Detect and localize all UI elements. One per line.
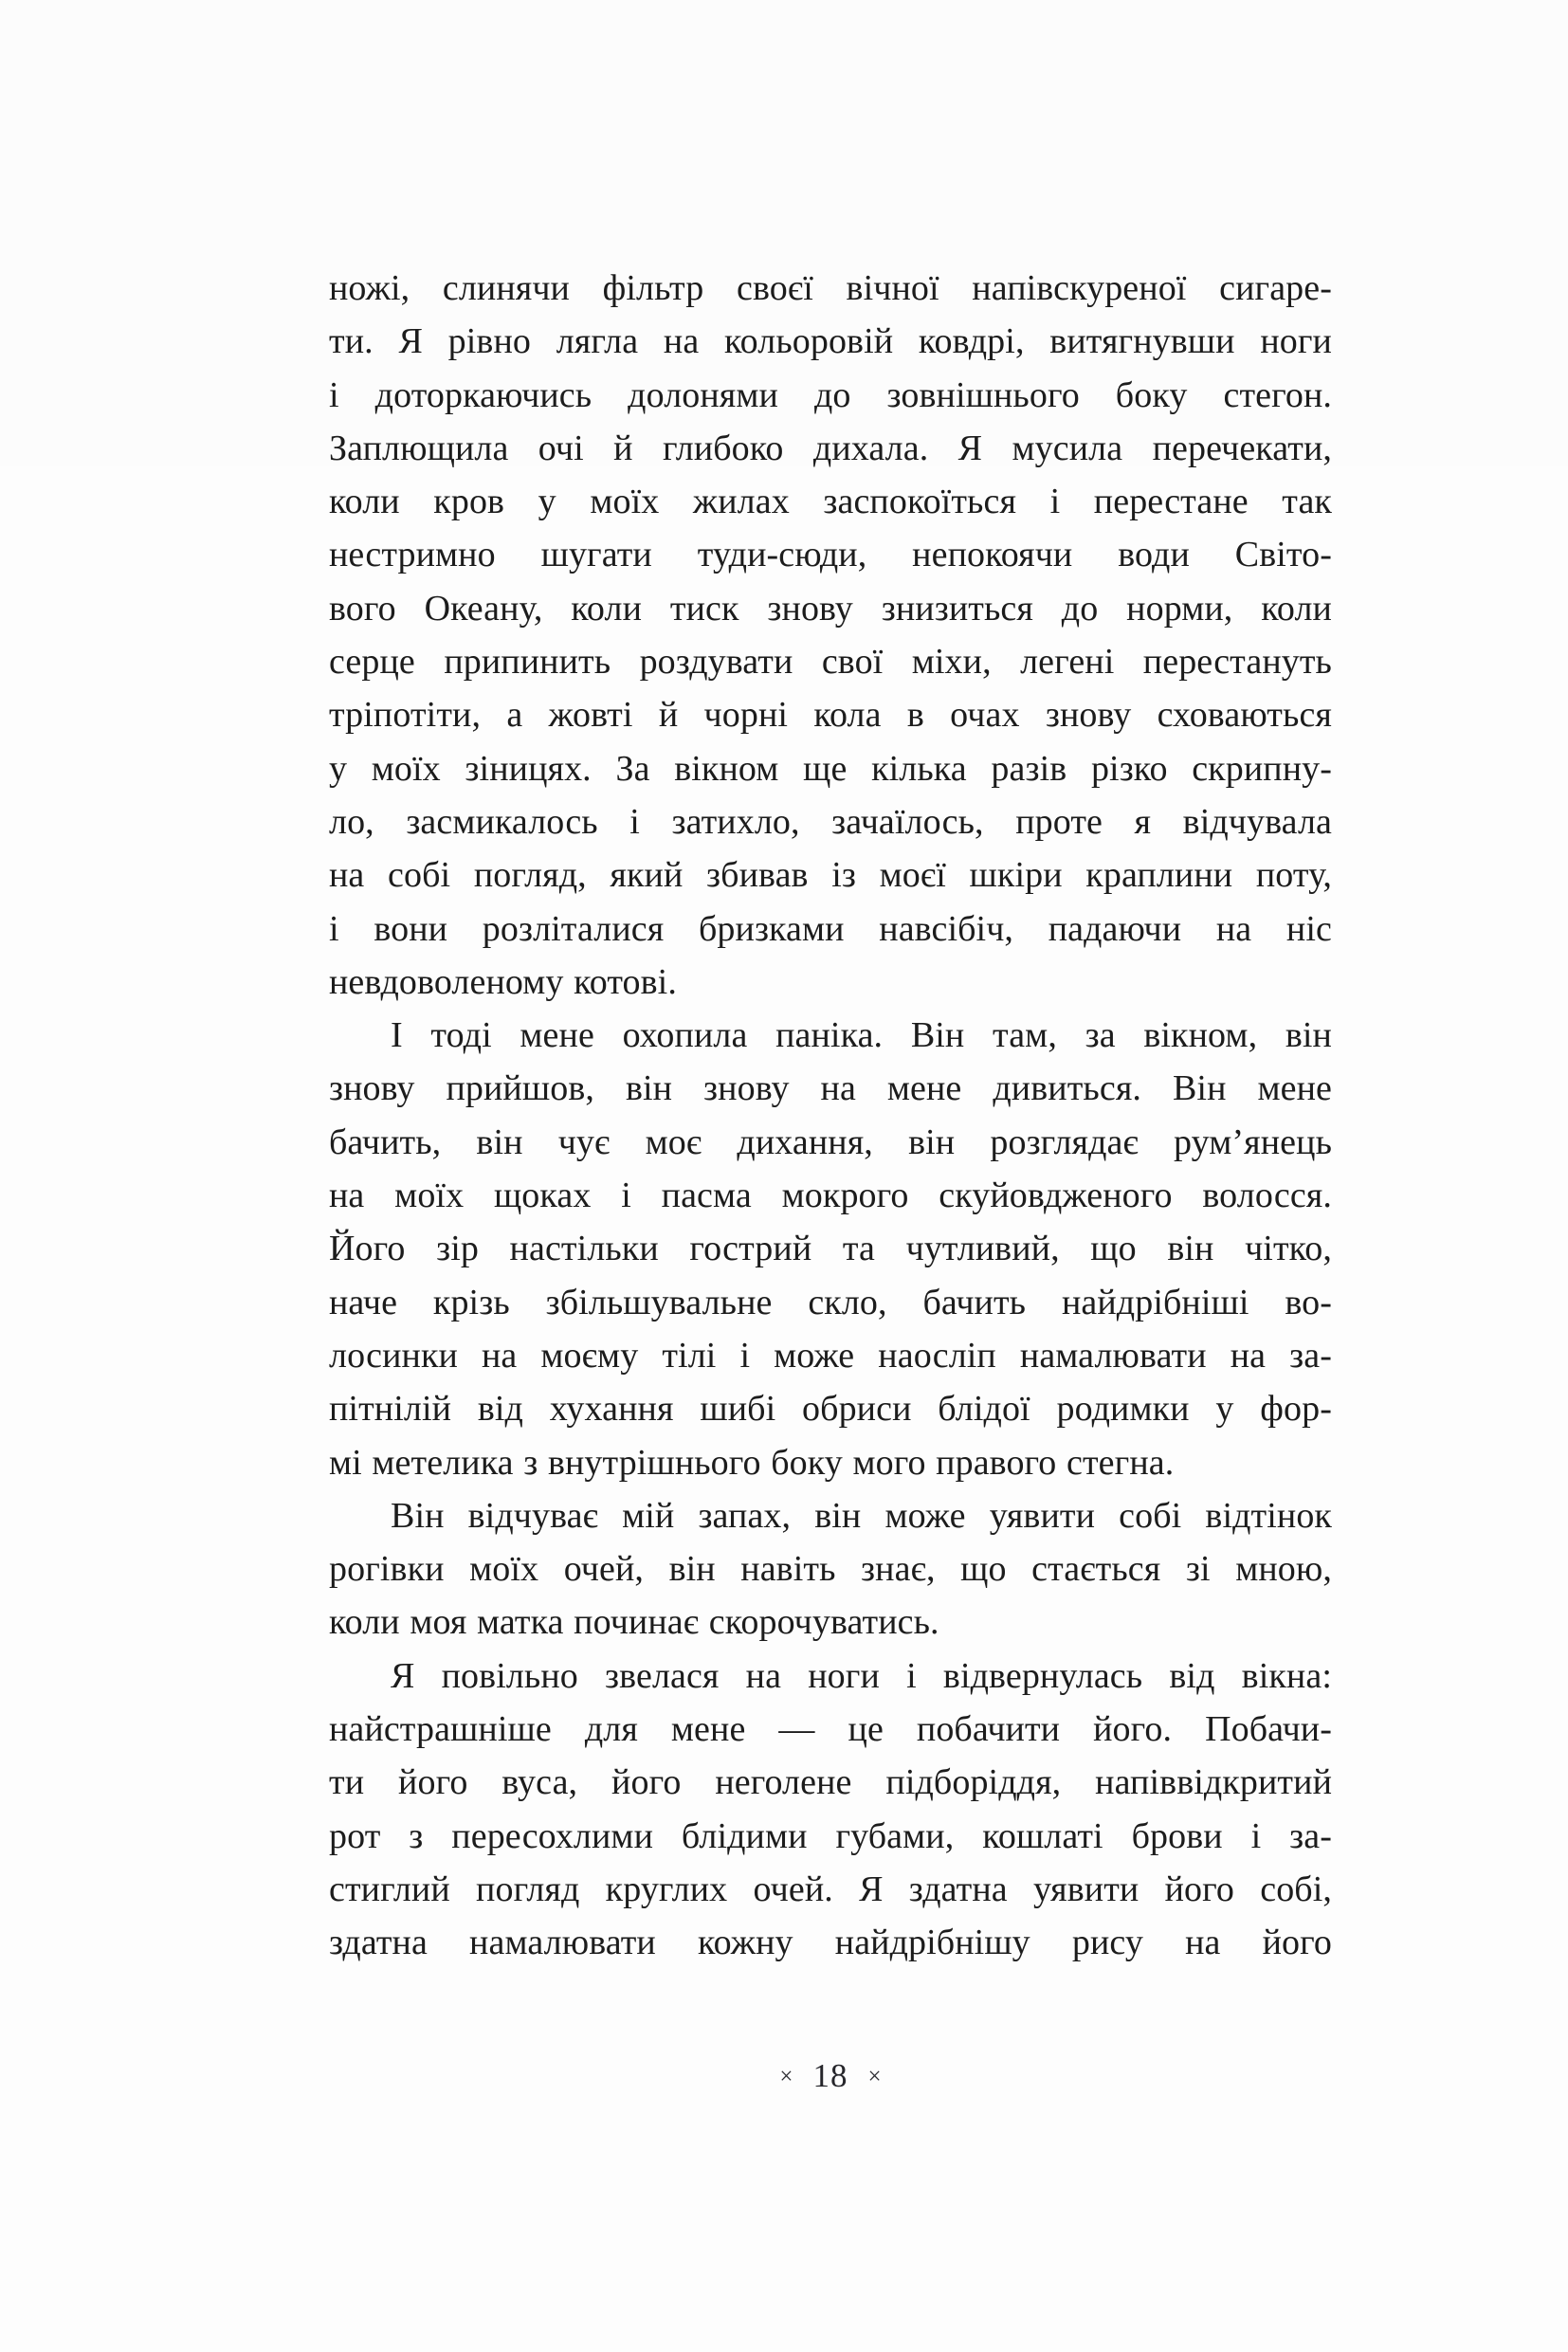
text-line: у моїх зіницях. За вікном ще кілька разів різко скрипну- xyxy=(329,748,1332,789)
text-line: ти. Я рівно лягла на кольоровій ковдрі, витягнувши ноги xyxy=(329,321,1332,362)
text-line: знову прийшов, він знову на мене дивиться. Він мене xyxy=(329,1068,1332,1109)
text-line: стиглий погляд круглих очей. Я здатна уявити його собі, xyxy=(329,1869,1332,1909)
text-line: ти його вуса, його неголене підборіддя, напіввідкритий xyxy=(329,1762,1332,1803)
text-line: на собі погляд, який збивав із моєї шкіри краплини поту, xyxy=(329,855,1332,896)
text-line: серце припинить роздувати свої міхи, легені перестануть xyxy=(329,642,1332,683)
text-line: коли кров у моїх жилах заспокоїться і перестане так xyxy=(329,482,1332,522)
text-line: і доторкаючись долонями до зовнішнього боку стегон. xyxy=(329,374,1332,415)
text-line: Я повільно звелася на ноги і відвернулась від вікна: xyxy=(391,1655,1332,1696)
text-line: на моїх щоках і пасма мокрого скуйовдженого волосся. xyxy=(329,1176,1332,1216)
text-line: наче крізь збільшувальне скло, бачить найдрібніші во- xyxy=(329,1282,1332,1322)
text-line: ло, засмикалось і затихло, зачаїлось, проте я відчувала xyxy=(329,801,1332,842)
footer-ornament-right: × xyxy=(867,2064,882,2089)
text-line: найстрашніше для мене — це побачити його. Побачи- xyxy=(329,1709,1332,1750)
text-line: Він відчуває мій запах, він може уявити собі відтінок xyxy=(391,1495,1332,1536)
text-line: Заплющила очі й глибоко дихала. Я мусила перечекати, xyxy=(329,428,1332,468)
text-line: Його зір настільки гострий та чутливий, що він чітко, xyxy=(329,1229,1332,1269)
text-line: невдоволеному котові. xyxy=(329,961,677,1002)
footer-ornament-left: × xyxy=(779,2064,793,2089)
page-footer xyxy=(329,2057,1332,2095)
text-line: бачить, він чує моє дихання, він розглядає рум’янець xyxy=(329,1121,1332,1162)
text-line: і вони розліталися бризками навсібіч, падаючи на ніс xyxy=(329,908,1332,949)
text-line: І тоді мене охопила паніка. Він там, за вікном, він xyxy=(391,1015,1332,1056)
page-text-block xyxy=(329,262,1332,1970)
text-line: пітнілій від хухання шибі обриси блідої родимки у фор- xyxy=(329,1389,1332,1430)
text-line: вого Океану, коли тиск знову знизиться до норми, коли xyxy=(329,588,1332,629)
text-line: рогівки моїх очей, він навіть знає, що стається зі мною, xyxy=(329,1549,1332,1590)
text-line: мі метелика з внутрішнього боку мого правого стегна. xyxy=(329,1442,1175,1483)
text-line: тріпотіти, а жовті й чорні кола в очах знову сховаються xyxy=(329,695,1332,736)
text-line: коли моя матка починає скорочуватись. xyxy=(329,1602,939,1643)
text-line: рот з пересохлими блідими губами, кошлаті брови і за- xyxy=(329,1815,1332,1856)
text-line: нестримно шугати туди-сюди, непокоячи води Світо- xyxy=(329,535,1332,575)
text-line: лосинки на моєму тілі і може наосліп намалювати на за- xyxy=(329,1335,1332,1376)
text-line: ножі, слинячи фільтр своєї вічної напівскуреної сигаре- xyxy=(329,268,1332,308)
page-number: 18 xyxy=(812,2057,848,2094)
text-line: здатна намалювати кожну найдрібнішу рису на його xyxy=(329,1923,1332,1963)
